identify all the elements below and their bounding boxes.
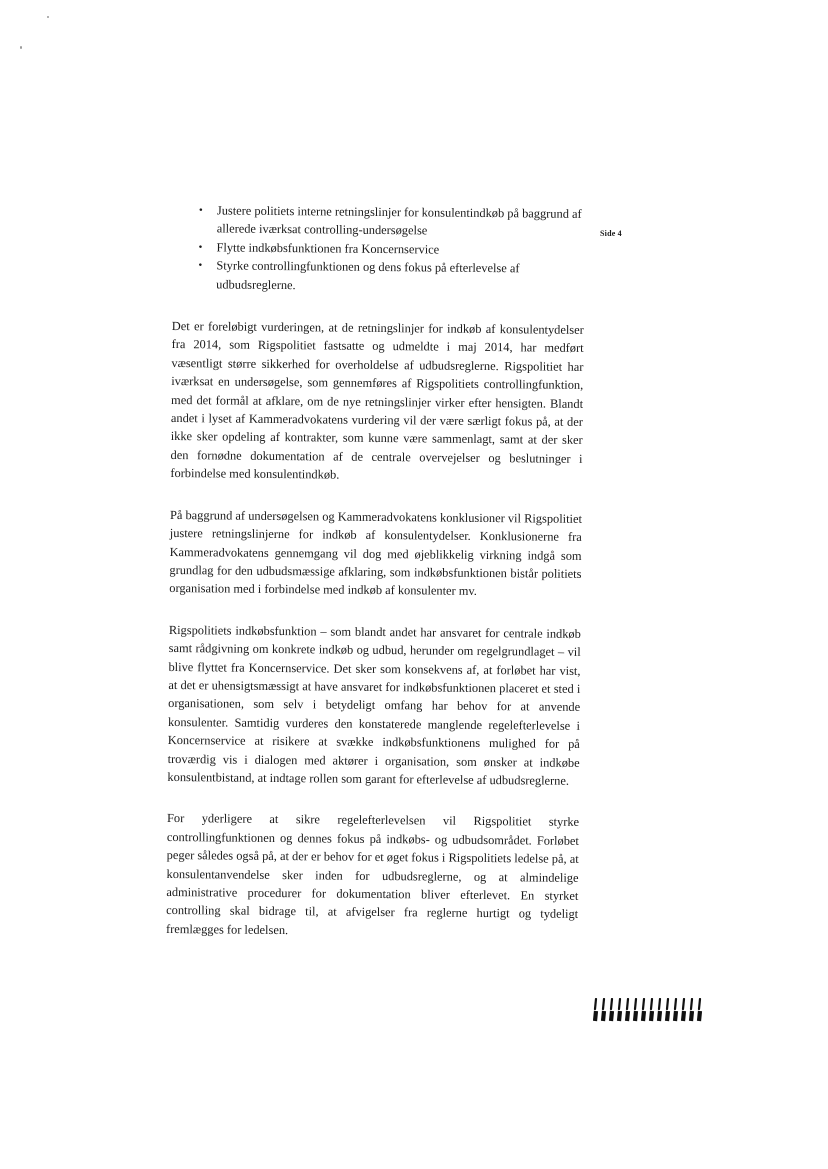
list-item-text: Justere politiets interne retningslinjer for konsulentindkøb på baggrund af allerede iværksat controlling-undersøgelse (216, 203, 582, 238)
barcode-icon (593, 998, 705, 1022)
list-item-text: Styrke controllingfunktionen og dens fokus på efterlevelse af udbudsreglerne. (216, 258, 520, 292)
bullet-icon: • (198, 259, 203, 272)
bullet-icon: • (198, 241, 203, 254)
scan-speck (20, 46, 22, 49)
bullet-list (172, 201, 585, 297)
paragraph: For yderligere at sikre regelefterlevelsen vil Rigspolitiet styrke controllingfunktionen og dennes fokus på indkøbs- og udbudsområdet. Forløbet peger således også på, at der er behov for et øget fokus i Rigspolitiets ledelse på, at konsulentanvendelse sker inden for udbudsreglerne, og at almindelige administrative procedurer for dokumentation bliver efterlevet. En styrket controlling skal bidrage til, at afvigelser fra reglerne hurtigt og tydeligt fremlægges for ledelsen. (165, 811, 580, 937)
page-number: Side 4 (600, 229, 622, 238)
paragraph: Det er foreløbigt vurderingen, at de retningslinjer for indkøb af konsulentydelser fra 2014, som Rigspolitiet fastsatte og udmeldte i maj 2014, har medført væsentligt større sikkerhed for overholdelse af udbudsreglerne. Rigspolitiet har iværksat en undersøgelse, som gennemføres af Rigspolitiets controllingfunktion, med det formål at afklare, om de nye retningslinjer virker efter hensigten. Blandt andet i lyset af Kammeradvokatens vurdering vil der være særligt fokus på, at der ikke sker opdeling af kontrakter, som kunne være sammenlagt, samt at der sker den fornødne dokumentation af de centrale overvejelser og beslutninger i forbindelse med konsulentindkøb. (170, 319, 584, 482)
list-item-text: Flytte indkøbsfunktionen fra Koncernservice (216, 240, 440, 257)
paragraph: På baggrund af undersøgelsen og Kammeradvokatens konklusioner vil Rigspolitiet justere retningslinjerne for indkøb af konsulentydelser. Konklusionerne fra Kammeradvokatens gennemgang vil dog med øjeblikkelig virkning indgå som grundlag for den udbudsmæssige afklaring, som indkøbsfunktionen bistår politiets organisation med i forbindelse med indkøb af konsulenter mv. (169, 507, 583, 599)
document-body (166, 201, 585, 965)
scan-speck (47, 16, 49, 18)
list-item (199, 201, 585, 242)
scan-barcode-mark (593, 998, 705, 1022)
bullet-icon: • (198, 204, 203, 217)
paragraph: Rigspolitiets indkøbsfunktion – som blandt andet har ansvaret for centrale indkøb samt rådgivning om konkrete indkøb og udbud, herunder om regelgrundlaget – vil blive flyttet fra Koncernservice. Det sker som konsekvens af, at forløbet har vist, at det er uhensigtsmæssigt at have ansvaret for indkøbsfunktionen placeret et sted i organisationen, som selv i betydeligt omfang har behov for at anvende konsulenter. Samtidig vurderes den konstaterede manglende regelefterlevelse i Koncernservice at risikere at svække indkøbsfunktionens mulighed for på troværdig vis i dialogen med aktører i organisation, som ønsker at indkøbe konsulentbistand, at indtage rollen som garant for efterlevelse af udbudsreglerne. (167, 622, 581, 788)
list-item (198, 256, 584, 297)
